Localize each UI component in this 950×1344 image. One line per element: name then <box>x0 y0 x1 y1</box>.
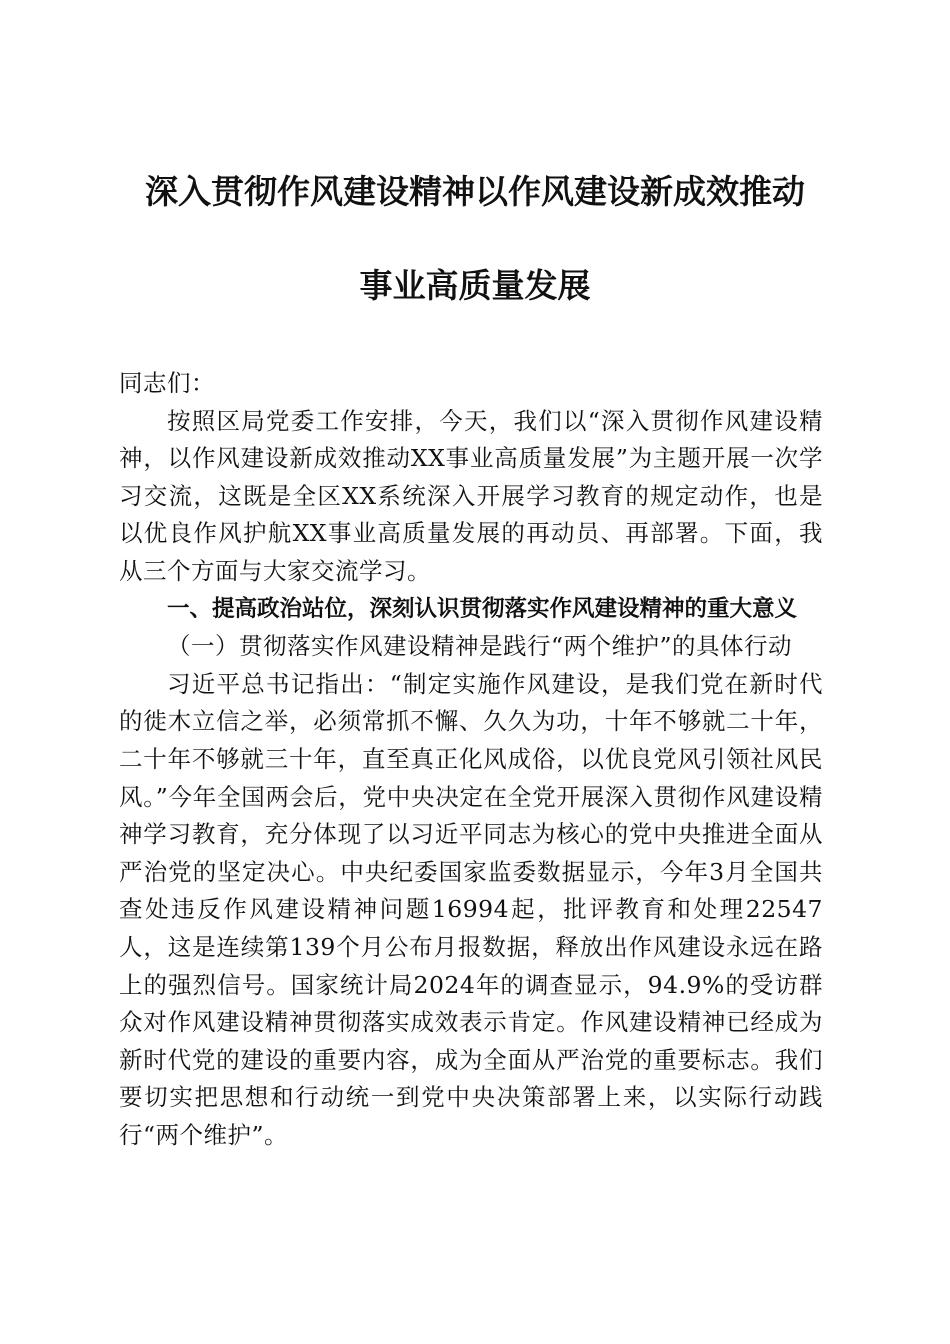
document-body <box>119 365 823 1154</box>
document-title-line-1: 深入贯彻作风建设精神以作风建设新成效推动 <box>145 172 805 211</box>
document-title-line-2: 事业高质量发展 <box>359 266 591 305</box>
body-paragraph-1: 习近平总书记指出：“制定实施作风建设，是我们党在新时代的徙木立信之举，必须常抓不懈、久久为功，十年不够就二十年，二十年不够就三十年，直至真正化风成俗，以优良党风引领社风民风。”今年全国两会后，党中央决定在全党开展深入贯彻作风建设精神学习教育，充分体现了以习近平同志为核心的党中央推进全面从严治党的坚定决心。中央纪委国家监委数据显示，今年3月全国共查处违反作风建设精神问题16994起，批评教育和处理22547人，这是连续第139个月公布月报数据，释放出作风建设永远在路上的强烈信号。国家统计局2024年的调查显示，94.9%的受访群众对作风建设精神贯彻落实成效表示肯定。作风建设精神已经成为新时代党的建设的重要内容，成为全面从严治党的重要标志。我们要切实把思想和行动统一到党中央决策部署上来，以实际行动践行“两个维护”。 <box>119 669 823 1149</box>
salutation: 同志们： <box>119 369 215 397</box>
section-heading-1: 一、提高政治站位，深刻认识贯彻落实作风建设精神的重大意义 <box>167 595 798 622</box>
subsection-heading-1: （一）贯彻落实作风建设精神是践行“两个维护”的具体行动 <box>167 632 793 661</box>
intro-paragraph: 按照区局党委工作安排，今天，我们以“深入贯彻作风建设精神，以作风建设新成效推动XX事业高质量发展”为主题开展一次学习交流，这既是全区XX系统深入开展学习教育的规定动作，也是以优良作风护航XX事业高质量发展的再动员、再部署。下面，我从三个方面与大家交流学习。 <box>119 406 823 585</box>
